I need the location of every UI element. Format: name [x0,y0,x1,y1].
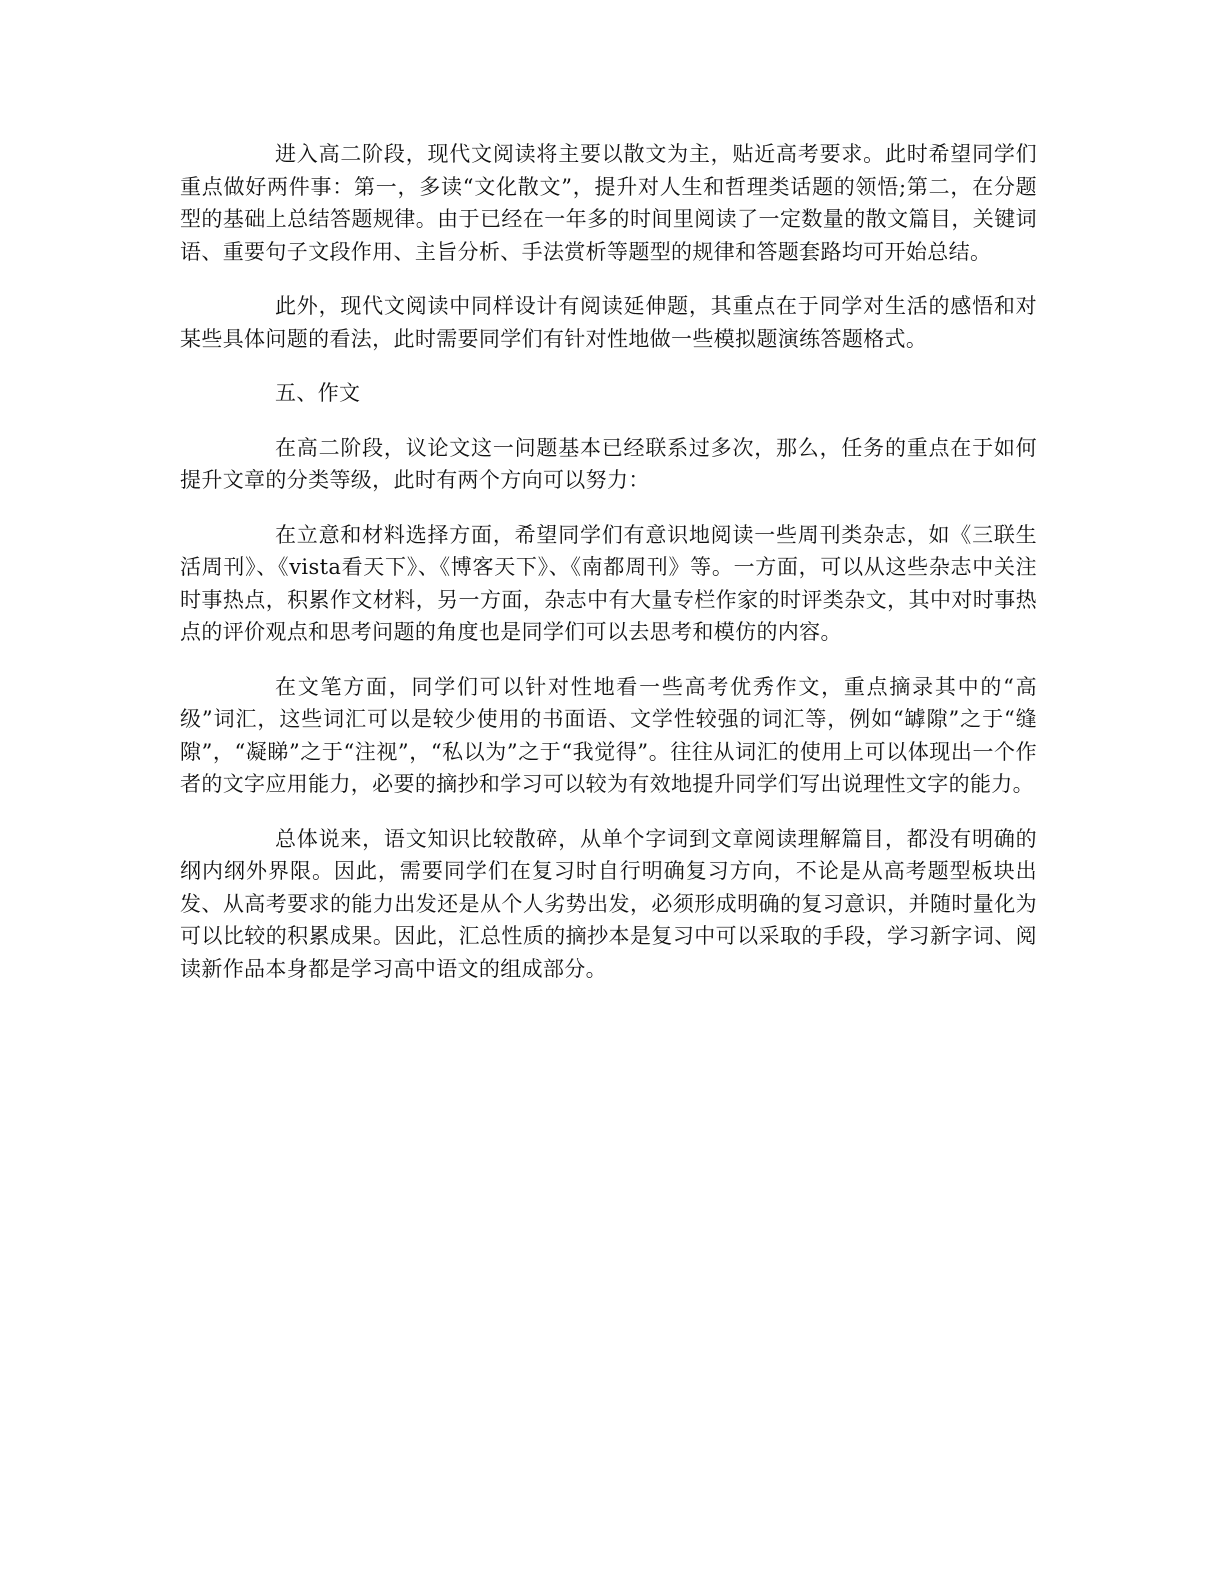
paragraph-essay-style: 在文笔方面，同学们可以针对性地看一些高考优秀作文，重点摘录其中的“高级”词汇，这些词汇可以是较少使用的书面语、文学性较强的词汇等，例如“罅隙”之于“缝隙”，“凝睇”之于“注视”，“私以为”之于“我觉得”。往往从词汇的使用上可以体现出一个作者的文字应用能力，必要的摘抄和学习可以较为有效地提升同学们写出说理性文字的能力。 [180,674,1037,796]
paragraph-summary: 总体说来，语文知识比较散碎，从单个字词到文章阅读理解篇目，都没有明确的纲内纲外界限。因此，需要同学们在复习时自行明确复习方向，不论是从高考题型板块出发、从高考要求的能力出发还是从个人劣势出发，必须形成明确的复习意识，并随时量化为可以比较的积累成果。因此，汇总性质的摘抄本是复习中可以采取的手段，学习新字词、阅读新作品本身都是学习高中语文的组成部分。 [180,826,1037,981]
paragraph-essay-intro: 在高二阶段，议论文这一问题基本已经联系过多次，那么，任务的重点在于如何提升文章的分类等级，此时有两个方向可以努力： [180,435,1037,492]
document-body [180,138,1037,1007]
paragraph-essay-materials: 在立意和材料选择方面，希望同学们有意识地阅读一些周刊类杂志，如《三联生活周刊》、《vista看天下》、《博客天下》、《南都周刊》等。一方面，可以从这些杂志中关注时事热点，积累作文材料，另一方面，杂志中有大量专栏作家的时评类杂文，其中对时事热点的评价观点和思考问题的角度也是同学们可以去思考和模仿的内容。 [180,522,1037,644]
section-heading-essay: 五、作文 [275,381,361,405]
paragraph-reading-extension: 此外，现代文阅读中同样设计有阅读延伸题，其重点在于同学对生活的感悟和对某些具体问题的看法，此时需要同学们有针对性地做一些模拟题演练答题格式。 [180,294,1037,351]
paragraph-reading-prose: 进入高二阶段，现代文阅读将主要以散文为主，贴近高考要求。此时希望同学们重点做好两件事：第一，多读“文化散文”，提升对人生和哲理类话题的领悟;第二，在分题型的基础上总结答题规律。由于已经在一年多的时间里阅读了一定数量的散文篇目，关键词语、重要句子文段作用、主旨分析、手法赏析等题型的规律和答题套路均可开始总结。 [180,142,1037,264]
